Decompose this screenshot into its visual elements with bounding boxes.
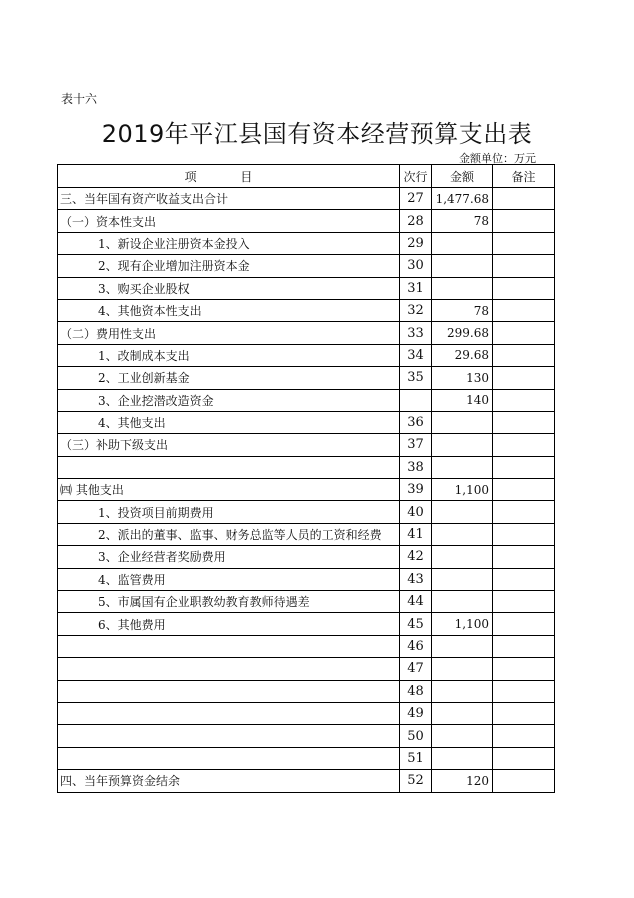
row-amount	[432, 635, 493, 657]
row-note	[493, 702, 555, 724]
row-note	[493, 546, 555, 568]
row-amount: 1,477.68	[432, 188, 493, 210]
table-row	[58, 389, 555, 411]
header-note: 备注	[493, 165, 555, 188]
row-amount	[432, 456, 493, 478]
row-note	[493, 591, 555, 613]
page-title: 2019年平江县国有资本经营预算支出表	[101, 120, 533, 148]
row-number: 47	[400, 658, 432, 680]
row-number: 32	[400, 299, 432, 321]
row-item-name: 三、当年国有资产收益支出合计	[58, 188, 400, 210]
row-number: 37	[400, 434, 432, 456]
table-row	[58, 210, 555, 232]
row-amount	[432, 680, 493, 702]
row-note	[493, 277, 555, 299]
header-row-number: 次行	[400, 165, 432, 188]
row-note	[493, 188, 555, 210]
row-note	[493, 322, 555, 344]
table-row	[58, 299, 555, 321]
row-amount	[432, 232, 493, 254]
row-note	[493, 725, 555, 747]
table-row	[58, 501, 555, 523]
row-item-name: 四、当年预算资金结余	[58, 770, 400, 792]
row-item-name: ㈣ 其他支出	[58, 479, 400, 501]
row-item-name: 5、市属国有企业职教幼教育教师待遇差	[58, 591, 400, 613]
table-row	[58, 680, 555, 702]
row-number: 38	[400, 456, 432, 478]
table-row	[58, 255, 555, 277]
row-number: 27	[400, 188, 432, 210]
table-row	[58, 546, 555, 568]
row-item-name: （一）资本性支出	[58, 210, 400, 232]
row-number: 45	[400, 613, 432, 635]
row-amount	[432, 255, 493, 277]
row-number: 31	[400, 277, 432, 299]
table-row	[58, 232, 555, 254]
row-item-name: 2、派出的董事、监事、财务总监等人员的工资和经费	[58, 523, 400, 545]
table-row	[58, 344, 555, 366]
row-number: 42	[400, 546, 432, 568]
row-amount: 78	[432, 299, 493, 321]
row-item-name: 2、工业创新基金	[58, 367, 400, 389]
table-row	[58, 658, 555, 680]
row-amount: 140	[432, 389, 493, 411]
row-amount: 29.68	[432, 344, 493, 366]
table-row	[58, 568, 555, 590]
row-number: 51	[400, 747, 432, 769]
row-number: 29	[400, 232, 432, 254]
header-amount: 金额	[432, 165, 493, 188]
row-amount: 78	[432, 210, 493, 232]
row-item-name: 6、其他费用	[58, 613, 400, 635]
row-amount	[432, 568, 493, 590]
table-row	[58, 747, 555, 769]
row-item-name: 4、监管费用	[58, 568, 400, 590]
row-amount	[432, 747, 493, 769]
row-amount	[432, 434, 493, 456]
row-item-name	[58, 658, 400, 680]
table-row	[58, 434, 555, 456]
row-note	[493, 232, 555, 254]
row-amount	[432, 277, 493, 299]
row-note	[493, 299, 555, 321]
row-item-name: 1、新设企业注册资本金投入	[58, 232, 400, 254]
row-item-name: 4、其他资本性支出	[58, 299, 400, 321]
row-number	[400, 389, 432, 411]
table-row	[58, 456, 555, 478]
table-row	[58, 523, 555, 545]
row-item-name	[58, 702, 400, 724]
row-amount	[432, 501, 493, 523]
row-note	[493, 501, 555, 523]
table-row	[58, 188, 555, 210]
row-number: 48	[400, 680, 432, 702]
row-note	[493, 680, 555, 702]
row-item-name	[58, 456, 400, 478]
row-item-name	[58, 635, 400, 657]
table-row	[58, 367, 555, 389]
row-item-name: 3、购买企业股权	[58, 277, 400, 299]
table-row	[58, 411, 555, 433]
row-number: 33	[400, 322, 432, 344]
row-amount	[432, 523, 493, 545]
row-note	[493, 770, 555, 792]
row-note	[493, 613, 555, 635]
row-number: 34	[400, 344, 432, 366]
row-number: 30	[400, 255, 432, 277]
row-note	[493, 434, 555, 456]
row-note	[493, 255, 555, 277]
row-note	[493, 523, 555, 545]
row-number: 44	[400, 591, 432, 613]
row-note	[493, 568, 555, 590]
row-item-name	[58, 725, 400, 747]
row-amount	[432, 591, 493, 613]
row-number: 36	[400, 411, 432, 433]
row-item-name: 3、企业挖潜改造资金	[58, 389, 400, 411]
row-number: 50	[400, 725, 432, 747]
row-amount: 299.68	[432, 322, 493, 344]
row-amount	[432, 702, 493, 724]
row-amount: 120	[432, 770, 493, 792]
row-amount	[432, 725, 493, 747]
row-number: 39	[400, 479, 432, 501]
row-note	[493, 747, 555, 769]
row-note	[493, 344, 555, 366]
table-header-row	[58, 165, 555, 188]
row-item-name: 4、其他支出	[58, 411, 400, 433]
row-number: 35	[400, 367, 432, 389]
table-row	[58, 635, 555, 657]
row-amount: 1,100	[432, 479, 493, 501]
row-number: 52	[400, 770, 432, 792]
table-row	[58, 613, 555, 635]
table-number: 表十六	[61, 92, 98, 106]
row-amount	[432, 411, 493, 433]
row-number: 49	[400, 702, 432, 724]
row-amount	[432, 546, 493, 568]
row-item-name	[58, 680, 400, 702]
table-row	[58, 591, 555, 613]
row-amount	[432, 658, 493, 680]
row-number: 46	[400, 635, 432, 657]
table-row	[58, 702, 555, 724]
row-note	[493, 210, 555, 232]
amount-unit-label: 金额单位：万元	[459, 152, 536, 165]
table-row	[58, 322, 555, 344]
row-item-name: 3、企业经营者奖励费用	[58, 546, 400, 568]
row-amount: 1,100	[432, 613, 493, 635]
row-note	[493, 658, 555, 680]
row-number: 28	[400, 210, 432, 232]
table-row	[58, 770, 555, 792]
row-note	[493, 635, 555, 657]
budget-expenditure-table	[57, 164, 555, 793]
row-note	[493, 479, 555, 501]
row-note	[493, 389, 555, 411]
row-number: 43	[400, 568, 432, 590]
table-row	[58, 725, 555, 747]
row-item-name: （三）补助下级支出	[58, 434, 400, 456]
table-row	[58, 277, 555, 299]
row-item-name: 2、现有企业增加注册资本金	[58, 255, 400, 277]
row-note	[493, 367, 555, 389]
header-item: 项 目	[58, 165, 400, 188]
row-item-name: 1、改制成本支出	[58, 344, 400, 366]
row-number: 40	[400, 501, 432, 523]
row-item-name	[58, 747, 400, 769]
row-item-name: 1、投资项目前期费用	[58, 501, 400, 523]
row-note	[493, 411, 555, 433]
row-item-name: （二）费用性支出	[58, 322, 400, 344]
row-note	[493, 456, 555, 478]
row-amount: 130	[432, 367, 493, 389]
table-row	[58, 479, 555, 501]
row-number: 41	[400, 523, 432, 545]
